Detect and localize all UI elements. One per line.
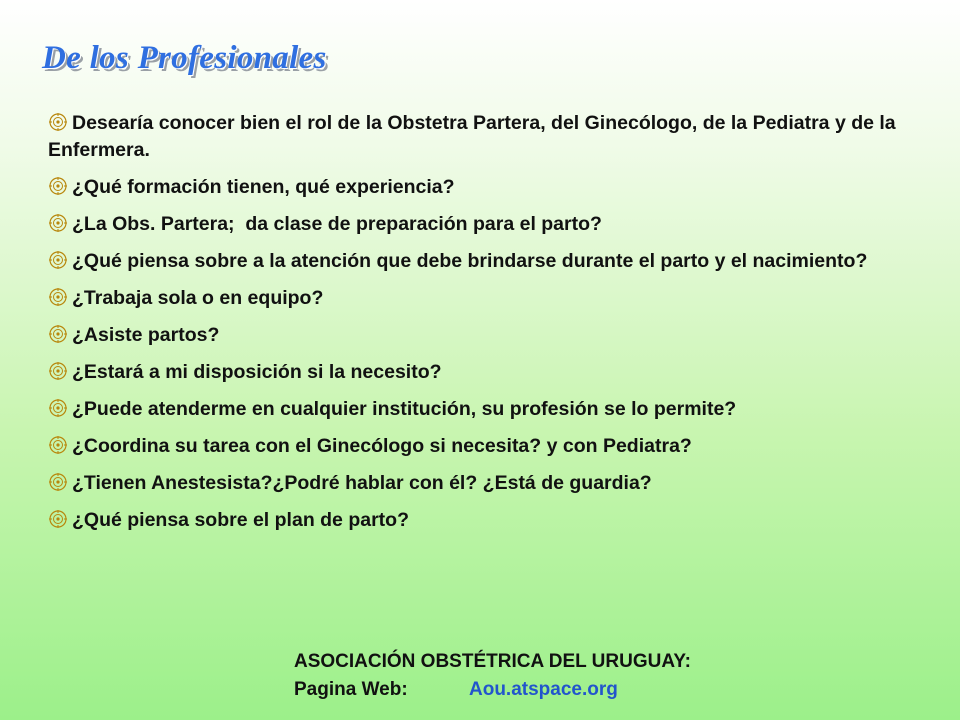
list-item: [48, 507, 918, 534]
list-item: [48, 211, 918, 238]
ornament-bullet-icon: [48, 472, 68, 492]
question-list: [48, 110, 918, 544]
list-item-text: ¿Coordina su tarea con el Ginecólogo si necesita? y con Pediatra?: [72, 435, 692, 457]
list-item-text: ¿Qué piensa sobre el plan de parto?: [72, 509, 409, 531]
ornament-bullet-icon: [48, 324, 68, 344]
list-item-text: Desearía conocer bien el rol de la Obstetra Partera, del Ginecólogo, de la Pediatra y de la Enfermera.: [48, 112, 896, 161]
list-item-text: ¿Tienen Anestesista?¿Podré hablar con él? ¿Está de guardia?: [72, 472, 652, 494]
website-link[interactable]: Aou.atspace.org: [469, 679, 618, 700]
ornament-bullet-icon: [48, 112, 68, 132]
list-item: [48, 248, 918, 275]
ornament-bullet-icon: [48, 398, 68, 418]
ornament-bullet-icon: [48, 509, 68, 529]
list-item: [48, 174, 918, 201]
ornament-bullet-icon: [48, 250, 68, 270]
ornament-bullet-icon: [48, 435, 68, 455]
page-title: De los Profesionales: [42, 40, 327, 76]
list-item-text: ¿La Obs. Partera; da clase de preparación para el parto?: [72, 213, 602, 235]
ornament-bullet-icon: [48, 287, 68, 307]
list-item-text: ¿Asiste partos?: [72, 324, 220, 346]
list-item: [48, 322, 918, 349]
list-item: [48, 285, 918, 312]
organization-name: ASOCIACIÓN OBSTÉTRICA DEL URUGUAY:: [294, 651, 691, 672]
list-item: [48, 470, 918, 497]
website-row: [294, 676, 691, 704]
footer: [294, 648, 691, 704]
list-item-text: ¿Puede atenderme en cualquier institución, su profesión se lo permite?: [72, 398, 737, 420]
list-item-text: ¿Qué piensa sobre a la atención que debe brindarse durante el parto y el nacimiento?: [72, 250, 868, 272]
website-label: Pagina Web:: [294, 679, 408, 700]
list-item: [48, 359, 918, 386]
list-item: [48, 396, 918, 423]
list-item: [48, 110, 918, 164]
ornament-bullet-icon: [48, 361, 68, 381]
list-item-text: ¿Estará a mi disposición si la necesito?: [72, 361, 442, 383]
ornament-bullet-icon: [48, 176, 68, 196]
list-item-text: ¿Qué formación tienen, qué experiencia?: [72, 176, 455, 198]
list-item: [48, 433, 918, 460]
ornament-bullet-icon: [48, 213, 68, 233]
list-item-text: ¿Trabaja sola o en equipo?: [72, 287, 324, 309]
